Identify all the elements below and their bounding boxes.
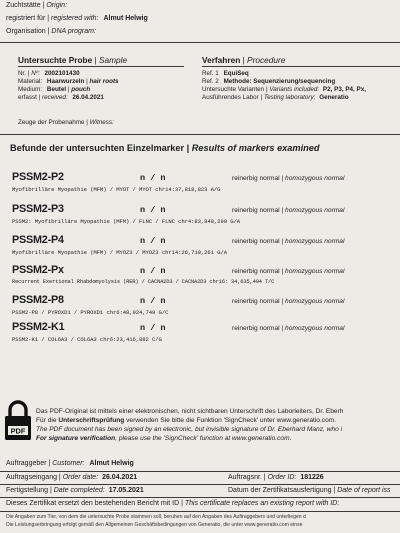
marker-description: PSSM2-K1 / COL6A3 / COL6A3 chr6:23,416,882 C/G bbox=[12, 336, 162, 343]
registriert-label-en: registered with: bbox=[51, 15, 99, 22]
marker-result: reinerbig normal | homozygous normal bbox=[232, 238, 345, 245]
zuchtstaette-row: Zuchtstätte | Origin: bbox=[6, 2, 67, 9]
procedure-title: Verfahren | Procedure bbox=[202, 55, 286, 65]
marker-genotype: n / n bbox=[140, 323, 166, 333]
header-divider bbox=[0, 42, 400, 43]
marker-result: reinerbig normal | homozygous normal bbox=[232, 207, 345, 214]
footnote-line1: Die Angaben zum Tier, von dem die untersuchte Probe stammen soll, beruhen auf den Angaben des Auftraggebers und unterliegen d bbox=[6, 514, 306, 520]
sample-nr-value: 2002101430 bbox=[44, 70, 80, 77]
organisation-row: Organisation | DNA program: bbox=[6, 28, 96, 35]
witness-divider bbox=[0, 134, 400, 135]
sample-title-rule bbox=[18, 66, 184, 67]
report-date-row: Datum der Zertifikatsausfertigung | Date of report iss bbox=[228, 487, 391, 494]
sample-medium-row: Medium: Beutel | pouch bbox=[18, 86, 91, 93]
registriert-row: registriert für | registered with: Almut Helwig bbox=[6, 15, 148, 22]
marker-genotype: n / n bbox=[140, 236, 166, 246]
customer-divider bbox=[0, 471, 400, 472]
signature-line2: Für die Unterschriftsprüfung verwenden Sie bitte die Funktion 'SignCheck' unter www.generatio.com. bbox=[36, 417, 337, 424]
sample-material-row: Material: Haarwurzeln | hair roots bbox=[18, 78, 119, 85]
marker-description: PSSM2-P8 / PYROXD1 / PYROXD1 chr6:48,924,749 G/C bbox=[12, 309, 169, 316]
procedure-lab-row: Ausführendes Labor | Testing laboratory: Generatio bbox=[202, 94, 349, 101]
order-divider bbox=[0, 484, 400, 485]
completed-divider bbox=[0, 497, 400, 498]
procedure-ref2-row: Ref. 2 Methode: Sequenzierung/sequencing bbox=[202, 78, 336, 85]
procedure-title-rule bbox=[202, 66, 400, 67]
pdf-lock-icon bbox=[3, 400, 33, 442]
marker-result: reinerbig normal | homozygous normal bbox=[232, 268, 345, 275]
marker-result: reinerbig normal | homozygous normal bbox=[232, 325, 345, 332]
marker-name: PSSM2-P3 bbox=[12, 203, 64, 215]
registriert-value: Almut Helwig bbox=[103, 15, 148, 22]
marker-name: PSSM2-P4 bbox=[12, 234, 64, 246]
replace-divider bbox=[0, 511, 400, 512]
marker-name: PSSM2-P8 bbox=[12, 294, 64, 306]
sample-erfasst-row: erfasst | received: 26.04.2021 bbox=[18, 94, 104, 101]
organisation-label: Organisation bbox=[6, 28, 46, 35]
sample-nr-row: Nr. | Nº: 2002101430 bbox=[18, 70, 80, 77]
sample-title: Untersuchte Probe | Sample bbox=[18, 55, 128, 65]
results-title: Befunde der untersuchten Einzelmarker | Results of markers examined bbox=[10, 143, 320, 153]
footnote-line2: Die Leistungserbringung erfolgt gemäß den Allgemeinen Geschäftsbedingungen von Generatio, die unter www.generatio.com einse bbox=[6, 522, 303, 528]
marker-result: reinerbig normal | homozygous normal bbox=[232, 298, 345, 305]
completed-row: Fertigstellung | Date completed: 17.05.2021 bbox=[6, 487, 144, 494]
witness-row: Zeuge der Probenahme | Witness: bbox=[18, 119, 114, 126]
marker-description: Myofibrilläre Myopathie (MFM) / MYOT / MYOT chr14:37,818,823 A/G bbox=[12, 186, 221, 193]
marker-genotype: n / n bbox=[140, 266, 166, 276]
marker-genotype: n / n bbox=[140, 173, 166, 183]
procedure-ref1-row: Ref. 1 EquiSeq bbox=[202, 70, 249, 77]
customer-row: Auftraggeber | Customer: Almut Helwig bbox=[6, 460, 134, 467]
replace-row: Dieses Zertifikat ersetzt den bestehenden Bericht mit ID | This certificate replaces an existing report with ID: bbox=[6, 500, 340, 507]
zuchtstaette-label-en: Origin: bbox=[46, 2, 67, 9]
signature-line3: The PDF document has been signed by an electronic, but invisible signature of Dr. Eberhard Manz, who i bbox=[36, 426, 343, 433]
registriert-label: registriert für bbox=[6, 15, 46, 22]
zuchtstaette-label: Zuchtstätte bbox=[6, 2, 41, 9]
marker-description: Myofibrilläre Myopathie (MFM) / MYOZ3 / MYOZ3 chr14:26,710,261 G/A bbox=[12, 249, 227, 256]
marker-description: PSSM2: Myofibrilläre Myopathie (MFM) / FLNC / FLNC chr4:83,840,299 G/A bbox=[12, 218, 240, 225]
signature-line4: For signature verification, please use the 'SignCheck' function at www.generatio.com. bbox=[36, 435, 292, 442]
order-id-row: Auftragsnr. | Order ID: 181226 bbox=[228, 474, 324, 481]
procedure-variants-row: Untersuchte Varianten | Variants included: P2, P3, P4, Px, bbox=[202, 86, 366, 93]
marker-name: PSSM2-Px bbox=[12, 264, 64, 276]
marker-result: reinerbig normal | homozygous normal bbox=[232, 175, 345, 182]
marker-name: PSSM2-P2 bbox=[12, 171, 64, 183]
marker-name: PSSM2-K1 bbox=[12, 321, 65, 333]
order-date-row: Auftragseingang | Order date: 26.04.2021 bbox=[6, 474, 138, 481]
marker-genotype: n / n bbox=[140, 205, 166, 215]
marker-genotype: n / n bbox=[140, 296, 166, 306]
marker-description: Recurrent Exertional Rhabdomyolysis (RER) / CACNA2D3 / CACNA2D3 chr16: 34,635,494 T/C bbox=[12, 279, 275, 285]
organisation-label-en: DNA program: bbox=[51, 28, 96, 35]
signature-line1: Das PDF-Original ist mittels einer elektronischen, nicht sichtbaren Unterschrift des Laborleiters, Dr. Eberh bbox=[36, 408, 344, 415]
svg-text:PDF: PDF bbox=[10, 426, 26, 436]
